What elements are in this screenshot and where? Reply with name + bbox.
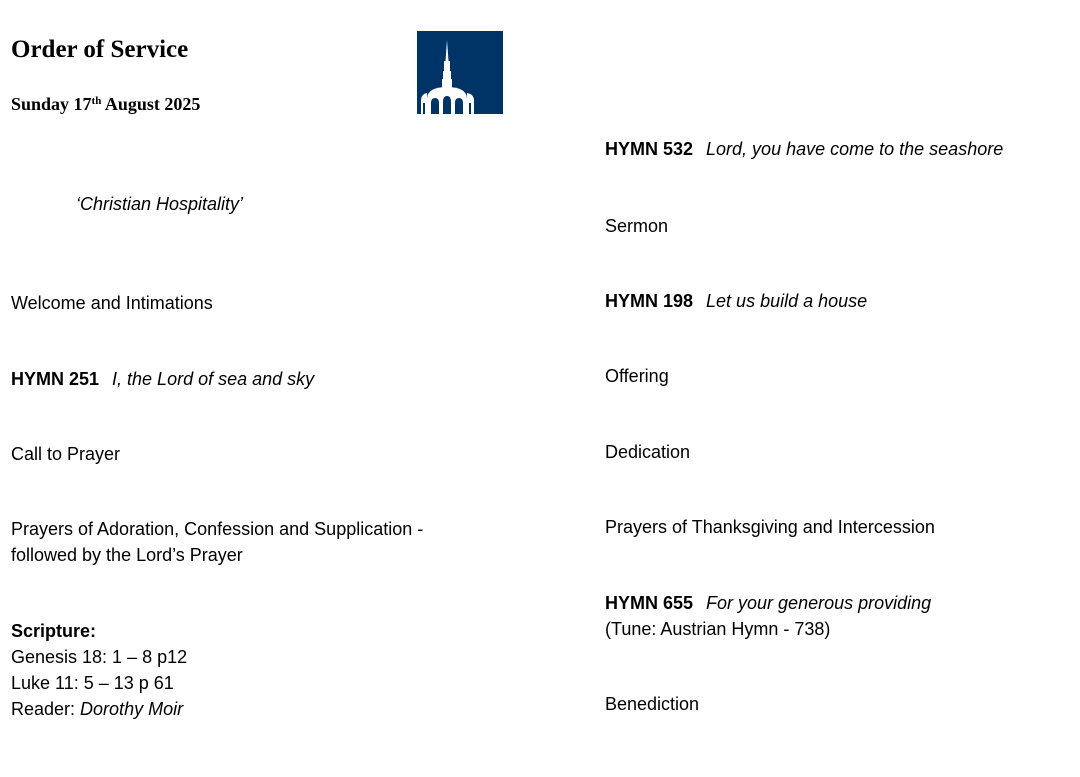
hymn-item-251 [11,366,314,392]
scripture-section [11,618,187,722]
call-to-prayer-item: Call to Prayer [11,444,121,464]
hymn-tune: (Tune: Austrian Hymn - 738) [605,619,831,639]
sermon-item: Sermon [605,216,669,236]
prayers-line-1: Prayers of Adoration, Confession and Supplication - [11,519,424,539]
page-title: Order of Service [11,36,189,63]
hymn-item-532 [605,136,1003,162]
offering-item: Offering [605,366,669,386]
prayers-thanksgiving-item: Prayers of Thanksgiving and Intercession [605,517,935,537]
scripture-reading-genesis: Genesis 18: 1 – 8 p12 [11,647,188,667]
scripture-reading-luke: Luke 11: 5 – 13 p 61 [11,673,174,693]
date-rest: August 2025 [101,94,201,114]
scripture-heading: Scripture: [11,621,97,641]
benediction-item: Benediction [605,694,700,714]
hymn-number: HYMN 198 [605,291,694,311]
hymn-title: For your generous providing [706,593,932,613]
hymn-number: HYMN 655 [605,593,694,613]
hymn-title: Let us build a house [706,291,868,311]
service-date [11,94,200,115]
church-spire-logo-icon [417,31,503,114]
hymn-number: HYMN 532 [605,139,694,159]
scripture-reader [11,696,187,722]
hymn-heading-line [605,590,931,616]
hymn-title: Lord, you have come to the seashore [706,139,1004,159]
hymn-number: HYMN 251 [11,369,100,389]
hymn-item-198 [605,288,867,314]
prayers-adoration-item [11,516,423,568]
service-theme: ‘Christian Hospitality’ [76,194,244,214]
date-prefix: Sunday 17 [11,94,92,114]
date-ordinal-suffix: th [91,95,102,107]
hymn-item-655 [605,590,931,642]
hymn-title: I, the Lord of sea and sky [112,369,315,389]
dedication-item: Dedication [605,442,691,462]
prayers-line-2: followed by the Lord’s Prayer [11,545,243,565]
reader-name: Dorothy Moir [80,699,184,719]
welcome-item: Welcome and Intimations [11,293,213,313]
reader-label: Reader: [11,699,81,719]
